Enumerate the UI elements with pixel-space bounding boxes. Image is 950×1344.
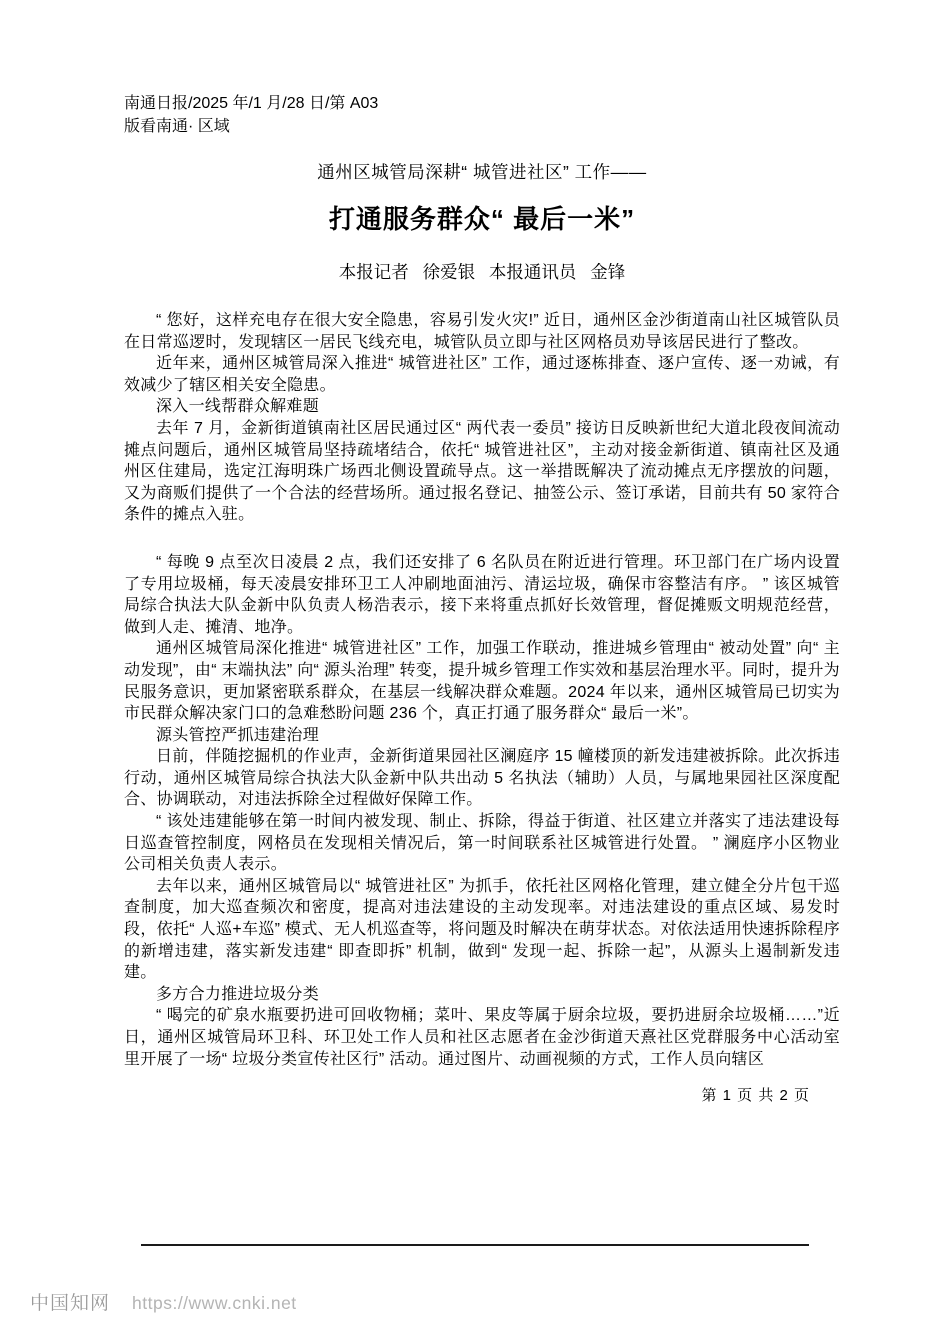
section-heading: 深入一线帮群众解难题 bbox=[156, 398, 320, 416]
cnki-url-text: https://www.cnki.net bbox=[132, 1293, 297, 1313]
footer-divider bbox=[141, 1244, 809, 1246]
article bbox=[124, 92, 840, 1105]
paragraph: “ 该处违建能够在第一时间内被发现、制止、拆除，得益于街道、社区建立并落实了违法建设每日巡查管控制度，网格员在发现相关情况后，第一时间联系社区城管进行处置。 ” 澜庭序小区物业公司相关负责人表示。 bbox=[124, 813, 840, 874]
paragraph: 通州区城管局深化推进“ 城管进社区” 工作，加强工作联动，推进城乡管理由“ 被动处置” 向“ 主动发现”，由“ 末端执法” 向“ 源头治理” 转变，提升城乡管理工作实效和基层治理水平。同时，提升为民服务意识，更加紧密联系群众，在基层一线解决群众难题。2024 年以来，通州区城管局已切实为市民群众解决家门口的急难愁盼问题 236 个，真正打通了服务群众“ 最后一米”。 bbox=[124, 640, 840, 723]
paragraph: “ 您好，这样充电存在很大安全隐患，容易引发火灾!” 近日，通州区金沙街道南山社区城管队员在日常巡逻时，发现辖区一居民飞线充电，城管队员立即与社区网格员劝导该居民进行了整改。 bbox=[124, 312, 840, 351]
paragraph: “ 喝完的矿泉水瓶要扔进可回收物桶；菜叶、果皮等属于厨余垃圾，要扔进厨余垃圾桶……”近日，通州区城管局环卫科、环卫处工作人员和社区志愿者在金沙街道天熹社区党群服务中心活动室里开展了一场“ 垃圾分类宣传社区行” 活动。通过图片、动画视频的方式，工作人员向辖区 bbox=[124, 1007, 840, 1068]
article-byline: 本报记者 徐爱银 本报通讯员 金锋 bbox=[338, 262, 626, 282]
page-number: 第 1 页 共 2 页 bbox=[701, 1087, 810, 1105]
section-heading: 源头管控严抓违建治理 bbox=[156, 726, 320, 744]
section-heading: 多方合力推进垃圾分类 bbox=[156, 985, 320, 1003]
source-line-2: 版看南通· 区域 bbox=[124, 118, 230, 135]
paragraph: 去年 7 月，金新街道镇南社区居民通过区“ 两代表一委员” 接访日反映新世纪大道北段夜间流动摊点问题后，通州区城管局坚持疏堵结合，依托“ 城管进社区”，主动对接金新街道、镇南社区及通州区住建局，选定江海明珠广场西北侧设置疏导点。这一举措既解决了流动摊点无序摆放的问题，又为商贩们提供了一个合法的经营场所。通过报名登记、抽签公示、签订承诺，目前共有 50 家符合条件的摊点入驻。 bbox=[124, 419, 840, 524]
paragraph: “ 每晚 9 点至次日凌晨 2 点，我们还安排了 6 名队员在附近进行管理。环卫部门在广场内设置了专用垃圾桶，每天凌晨安排环卫工人冲刷地面油污、清运垃圾，确保市容整洁有序。 ” 该区城管局综合执法大队金新中队负责人杨浩表示，接下来将重点抓好长效管理，督促摊贩文明规范经营，做到人走、摊清、地净。 bbox=[124, 553, 840, 636]
article-title: 打通服务群众“ 最后一米” bbox=[328, 204, 636, 234]
article-kicker: 通州区城管局深耕“ 城管进社区” 工作—— bbox=[317, 162, 647, 182]
paragraph-spacer bbox=[124, 526, 840, 552]
cnki-brand-label: 中国知网 bbox=[30, 1293, 111, 1314]
cnki-watermark bbox=[30, 1288, 297, 1315]
source-info bbox=[124, 92, 840, 138]
article-body bbox=[124, 310, 840, 1070]
source-line-1: 南通日报/2025 年/1 月/28 日/第 A03 bbox=[124, 95, 379, 112]
paragraph: 去年以来，通州区城管局以“ 城管进社区” 为抓手，依托社区网格化管理，建立健全分片包干巡查制度，加大巡查频次和密度，提高对违法建设的主动发现率。对违法建设的重点区域、易发时段，依托“ 人巡+车巡” 模式、无人机巡查等，将问题及时解决在萌芽状态。对依法适用快速拆除程序的新增违建，落实新发违建“ 即查即拆” 机制，做到“ 发现一起、拆除一起”，从源头上遏制新发违建。 bbox=[124, 877, 840, 982]
paragraph: 日前，伴随挖掘机的作业声，金新街道果园社区澜庭序 15 幢楼顶的新发违建被拆除。此次拆违行动，通州区城管局综合执法大队金新中队共出动 5 名执法（辅助）人员，与属地果园社区深度配合、协调联动，对违法拆除全过程做好保障工作。 bbox=[124, 748, 840, 809]
paragraph: 近年来，通州区城管局深入推进“ 城管进社区” 工作，通过逐栋排查、逐户宣传、逐一劝诫，有效减少了辖区相关安全隐患。 bbox=[124, 355, 840, 394]
